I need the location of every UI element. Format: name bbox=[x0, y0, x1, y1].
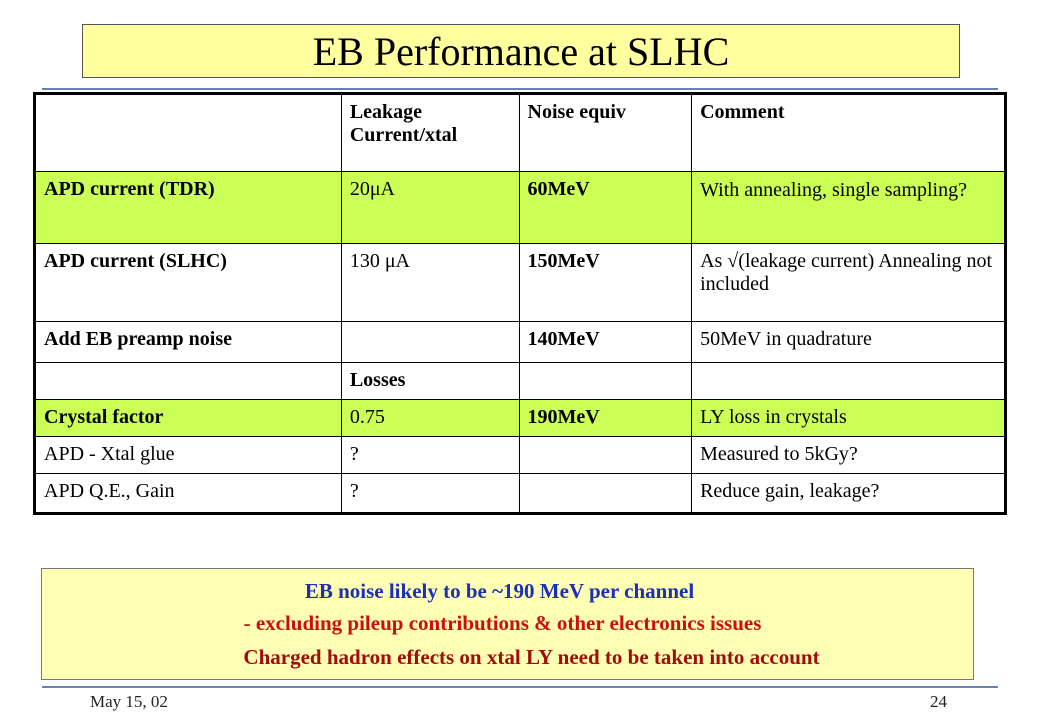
note-line-noise: EB noise likely to be ~190 MeV per channel bbox=[304, 579, 695, 603]
header-cell-empty bbox=[35, 94, 342, 172]
header-cell-comment: Comment bbox=[692, 94, 1006, 172]
table-row bbox=[35, 244, 1006, 322]
table-row bbox=[35, 363, 1006, 400]
table-row bbox=[35, 172, 1006, 244]
row-comment: As √(leakage current) Annealing not included bbox=[692, 244, 1006, 322]
row-label: Add EB preamp noise bbox=[35, 322, 342, 363]
header-cell-leakage: Leakage Current/xtal bbox=[341, 94, 519, 172]
row-comment: 50MeV in quadrature bbox=[692, 322, 1006, 363]
row-current: 130 μA bbox=[341, 244, 519, 322]
page-number: 24 bbox=[930, 692, 947, 711]
note-line-hadron: Charged hadron effects on xtal LY need to be taken into account bbox=[243, 645, 820, 669]
row-current: Losses bbox=[341, 363, 519, 400]
row-noise bbox=[519, 363, 692, 400]
table-row bbox=[35, 322, 1006, 363]
row-noise bbox=[519, 437, 692, 474]
row-current: ? bbox=[341, 474, 519, 514]
row-label bbox=[35, 363, 342, 400]
table-row bbox=[35, 437, 1006, 474]
summary-note-box bbox=[41, 568, 974, 680]
table-row bbox=[35, 400, 1006, 437]
row-comment: Measured to 5kGy? bbox=[692, 437, 1006, 474]
title-box bbox=[82, 24, 960, 78]
row-label: APD - Xtal glue bbox=[35, 437, 342, 474]
row-current: 20μA bbox=[341, 172, 519, 244]
row-noise: 190MeV bbox=[519, 400, 692, 437]
top-divider bbox=[42, 88, 998, 90]
row-current: 0.75 bbox=[341, 400, 519, 437]
row-noise: 60MeV bbox=[519, 172, 692, 244]
table-header-row bbox=[35, 94, 1006, 172]
row-label: Crystal factor bbox=[35, 400, 342, 437]
row-label: APD current (TDR) bbox=[35, 172, 342, 244]
footer-date: May 15, 02 bbox=[90, 692, 168, 711]
row-current: ? bbox=[341, 437, 519, 474]
row-label: APD Q.E., Gain bbox=[35, 474, 342, 514]
header-cell-noise: Noise equiv bbox=[519, 94, 692, 172]
row-comment: With annealing, single sampling? bbox=[692, 172, 1006, 244]
row-noise: 150MeV bbox=[519, 244, 692, 322]
table-row bbox=[35, 474, 1006, 514]
performance-table bbox=[33, 92, 1007, 515]
row-label: APD current (SLHC) bbox=[35, 244, 342, 322]
row-comment bbox=[692, 363, 1006, 400]
note-line-exclusions: - excluding pileup contributions & other electronics issues bbox=[243, 611, 762, 635]
row-noise: 140MeV bbox=[519, 322, 692, 363]
row-comment: LY loss in crystals bbox=[692, 400, 1006, 437]
row-current bbox=[341, 322, 519, 363]
row-noise bbox=[519, 474, 692, 514]
bottom-divider bbox=[42, 686, 998, 688]
slide-title: EB Performance at SLHC bbox=[312, 28, 730, 74]
row-comment: Reduce gain, leakage? bbox=[692, 474, 1006, 514]
